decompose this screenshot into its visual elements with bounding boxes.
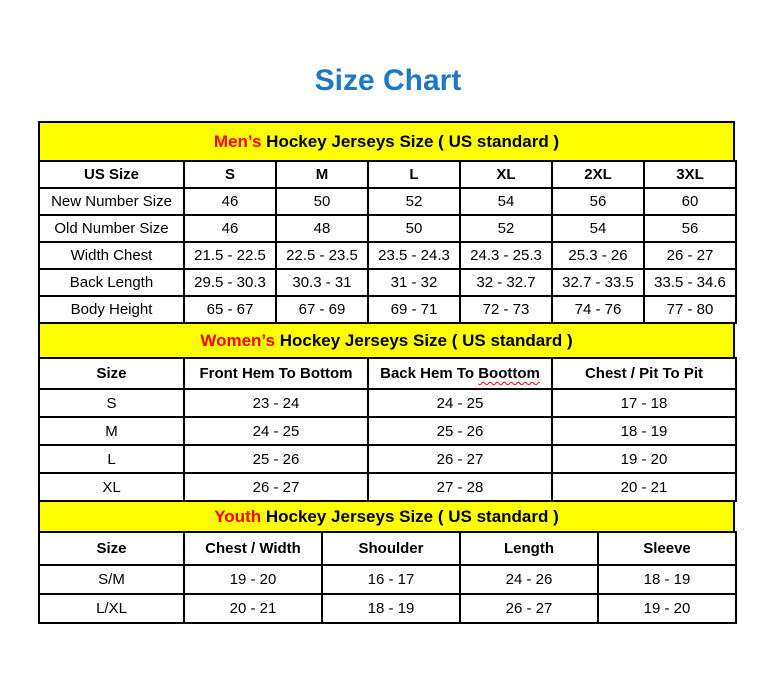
- column-header: Sleeve: [598, 532, 736, 565]
- table-header-row: [39, 358, 736, 389]
- size-value-cell: 54: [552, 215, 644, 242]
- size-value-cell: 72 - 73: [460, 296, 552, 323]
- size-value-cell: 54: [460, 188, 552, 215]
- mens-band-highlight: Men’s: [213, 132, 262, 151]
- size-value-cell: 21.5 - 22.5: [184, 242, 276, 269]
- column-header: [368, 358, 552, 389]
- size-value-cell: 16 - 17: [322, 565, 460, 594]
- row-label: New Number Size: [39, 188, 184, 215]
- table-row: [39, 389, 736, 417]
- column-header: Shoulder: [322, 532, 460, 565]
- table-header-row: [39, 532, 736, 565]
- size-value-cell: 25 - 26: [368, 417, 552, 445]
- table-row: [39, 473, 736, 501]
- column-header: US Size: [39, 161, 184, 188]
- size-value-cell: 26 - 27: [184, 473, 368, 501]
- size-value-cell: 17 - 18: [552, 389, 736, 417]
- table-row: [39, 565, 736, 594]
- page-title: Size Chart: [314, 64, 462, 97]
- row-label: L/XL: [39, 594, 184, 623]
- size-value-cell: 20 - 21: [184, 594, 322, 623]
- table-row: [39, 188, 736, 215]
- size-value-cell: 20 - 21: [552, 473, 736, 501]
- size-value-cell: 18 - 19: [598, 565, 736, 594]
- size-value-cell: 33.5 - 34.6: [644, 269, 736, 296]
- table-row: [39, 594, 736, 623]
- table-row: [39, 417, 736, 445]
- size-value-cell: 56: [552, 188, 644, 215]
- size-value-cell: 26 - 27: [460, 594, 598, 623]
- size-value-cell: 24 - 25: [368, 389, 552, 417]
- mens-size-table: [38, 160, 737, 324]
- table-row: [39, 296, 736, 323]
- size-value-cell: 30.3 - 31: [276, 269, 368, 296]
- row-label: M: [39, 417, 184, 445]
- row-label: Width Chest: [39, 242, 184, 269]
- size-value-cell: 25.3 - 26: [552, 242, 644, 269]
- size-value-cell: 74 - 76: [552, 296, 644, 323]
- size-chart: [38, 121, 735, 624]
- table-row: [39, 215, 736, 242]
- size-value-cell: 52: [460, 215, 552, 242]
- row-label: XL: [39, 473, 184, 501]
- size-value-cell: 32 - 32.7: [460, 269, 552, 296]
- column-header: Chest / Pit To Pit: [552, 358, 736, 389]
- size-value-cell: 27 - 28: [368, 473, 552, 501]
- table-row: [39, 242, 736, 269]
- row-label: Back Length: [39, 269, 184, 296]
- misspelled-word: Boottom: [478, 365, 540, 382]
- size-value-cell: 24 - 26: [460, 565, 598, 594]
- column-header: Length: [460, 532, 598, 565]
- size-value-cell: 56: [644, 215, 736, 242]
- size-value-cell: 23 - 24: [184, 389, 368, 417]
- size-value-cell: 24 - 25: [184, 417, 368, 445]
- size-value-cell: 60: [644, 188, 736, 215]
- column-header: Front Hem To Bottom: [184, 358, 368, 389]
- size-value-cell: 26 - 27: [368, 445, 552, 473]
- size-value-cell: 31 - 32: [368, 269, 460, 296]
- column-header-text: Back Hem To: [380, 365, 479, 382]
- size-value-cell: 25 - 26: [184, 445, 368, 473]
- size-value-cell: 77 - 80: [644, 296, 736, 323]
- size-value-cell: 50: [368, 215, 460, 242]
- size-value-cell: 29.5 - 30.3: [184, 269, 276, 296]
- mens-section-band: [38, 121, 735, 162]
- size-value-cell: 18 - 19: [322, 594, 460, 623]
- column-header: 2XL: [552, 161, 644, 188]
- row-label: S: [39, 389, 184, 417]
- column-header: S: [184, 161, 276, 188]
- column-header: Chest / Width: [184, 532, 322, 565]
- size-value-cell: 19 - 20: [552, 445, 736, 473]
- table-row: [39, 269, 736, 296]
- womens-size-table: [38, 357, 737, 502]
- column-header: XL: [460, 161, 552, 188]
- womens-band-text: Hockey Jerseys Size ( US standard ): [274, 331, 573, 350]
- size-value-cell: 46: [184, 188, 276, 215]
- column-header: Size: [39, 532, 184, 565]
- size-value-cell: 19 - 20: [184, 565, 322, 594]
- mens-band-text: Hockey Jerseys Size ( US standard ): [261, 132, 560, 151]
- size-value-cell: 22.5 - 23.5: [276, 242, 368, 269]
- size-value-cell: 69 - 71: [368, 296, 460, 323]
- column-header: Size: [39, 358, 184, 389]
- size-value-cell: 24.3 - 25.3: [460, 242, 552, 269]
- youth-size-table: [38, 531, 737, 624]
- size-value-cell: 32.7 - 33.5: [552, 269, 644, 296]
- size-value-cell: 50: [276, 188, 368, 215]
- size-value-cell: 46: [184, 215, 276, 242]
- row-label: S/M: [39, 565, 184, 594]
- column-header: M: [276, 161, 368, 188]
- youth-band-highlight: Youth: [214, 507, 262, 526]
- size-value-cell: 23.5 - 24.3: [368, 242, 460, 269]
- table-row: [39, 445, 736, 473]
- size-value-cell: 18 - 19: [552, 417, 736, 445]
- youth-section-band: [38, 500, 735, 533]
- size-value-cell: 48: [276, 215, 368, 242]
- size-value-cell: 65 - 67: [184, 296, 276, 323]
- size-value-cell: 19 - 20: [598, 594, 736, 623]
- youth-band-text: Hockey Jerseys Size ( US standard ): [261, 507, 559, 526]
- size-value-cell: 26 - 27: [644, 242, 736, 269]
- column-header: 3XL: [644, 161, 736, 188]
- row-label: L: [39, 445, 184, 473]
- size-value-cell: 67 - 69: [276, 296, 368, 323]
- size-value-cell: 52: [368, 188, 460, 215]
- womens-band-highlight: Women’s: [200, 331, 275, 350]
- table-header-row: [39, 161, 736, 188]
- column-header: L: [368, 161, 460, 188]
- row-label: Body Height: [39, 296, 184, 323]
- womens-section-band: [38, 322, 735, 359]
- row-label: Old Number Size: [39, 215, 184, 242]
